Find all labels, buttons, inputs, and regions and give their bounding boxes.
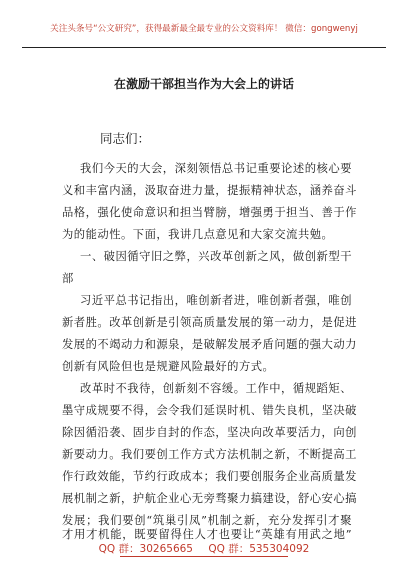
body-line: 除因循沿袭、固步自封的作态，坚决向改革要活力，向创 [62,426,357,439]
qq-group-2: QQ 群：535304092 [208,543,310,555]
salutation: 同志们： [100,131,151,146]
footer-underline [120,556,288,557]
body-line: 我们今天的大会，深刻领悟总书记重要论述的核心要 [80,162,352,175]
document-title: 在激励干部担当作为大会上的讲话 [113,77,294,91]
section-heading: 部 [62,272,74,285]
section-heading: 一、破因循守旧之弊，兴改革创新之风，做创新型干 [80,250,352,263]
footer-contacts [0,541,408,556]
qq-group-1: QQ 群：30265665 [98,543,193,555]
body-line: 新者胜。改革创新是引领高质量发展的第一动力，是促进 [62,316,357,329]
body-line: 创新有风险但也是规避风险最好的方式。 [62,360,275,373]
header-divider [22,47,386,48]
body-line: 品格，强化使命意识和担当臂膀，增强勇于担当、善于作 [62,206,357,219]
body-line: 新要动力。我们要创工作方式方法机制之新，不断提高工 [62,448,357,461]
body-line: 发展；我们要创“筑巢引凤”机制之新，充分发挥引才聚 [62,514,352,527]
body-line: 为的能动性。下面，我讲几点意见和大家交流共勉。 [62,228,334,241]
body-line: 才用才机能，既要留得住人才也要让“英雄有用武之地” [62,528,352,541]
header-banner: 关注头条号“公文研究”，获得最新最全最专业的公文资料库！ 微信：gongwenyj [50,24,358,34]
body-line: 作行政效能，节约行政成本；我们要创服务企业高质量发 [62,470,357,483]
body-line: 习近平总书记指出，唯创新者进，唯创新者强，唯创 [80,294,352,307]
body-line: 展机制之新，护航企业心无旁骛聚力搞建设，舒心安心搞 [62,492,357,505]
body-line: 改革时不我待，创新刻不容缓。工作中，循规蹈矩、 [80,382,352,395]
body-line: 发展的不竭动力和源泉，是破解发展矛盾问题的强大动力 [62,338,357,351]
body-line: 墨守成规要不得，会令我们延误时机、错失良机，坚决破 [62,404,357,417]
body-line: 义和丰富内涵，汲取奋进力量，提振精神状态，涵养奋斗 [62,184,357,197]
